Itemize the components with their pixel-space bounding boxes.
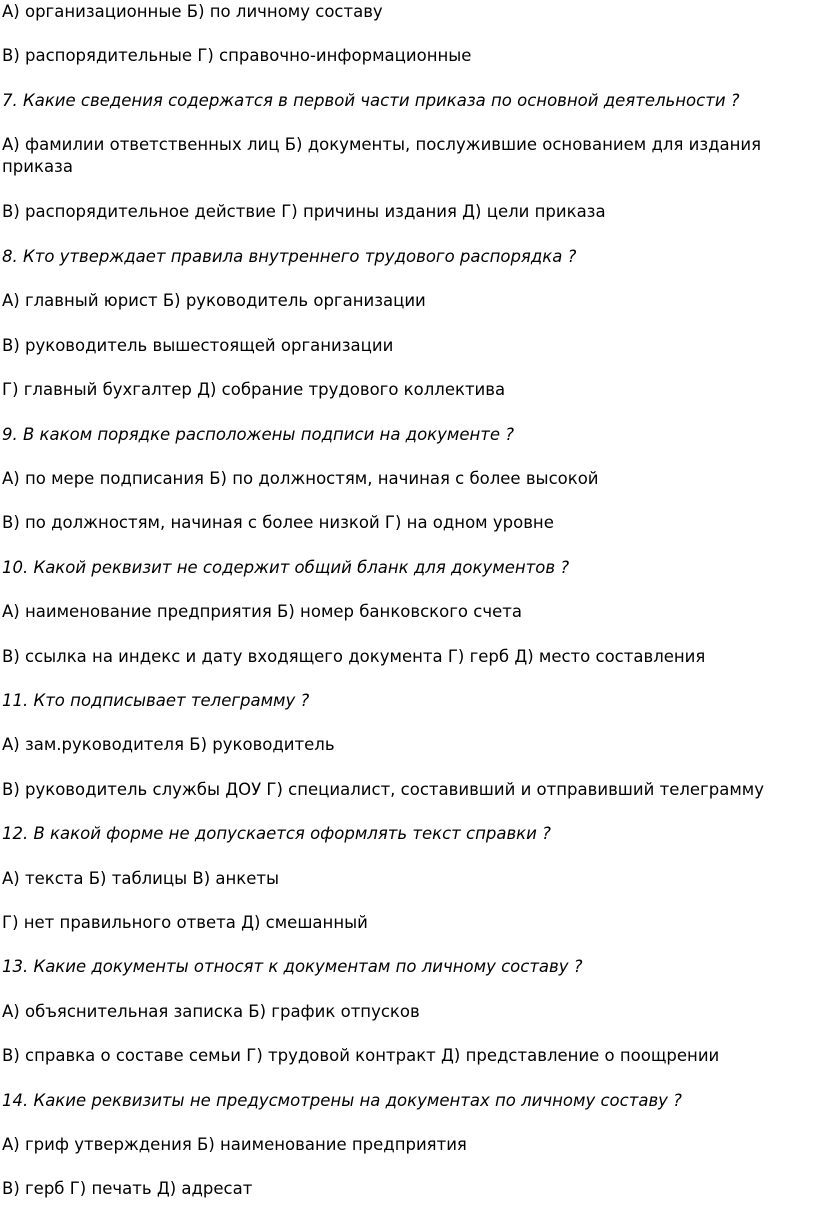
answer-line: В) руководитель службы ДОУ Г) специалист, составивший и отправивший телеграмму (2, 780, 764, 799)
answer-line: В) ссылка на индекс и дату входящего документа Г) герб Д) место составления (2, 647, 706, 666)
answer-line: А) организационные Б) по личному составу (2, 2, 383, 21)
answer-line: Г) нет правильного ответа Д) смешанный (2, 913, 368, 932)
answer-line: Г) главный бухгалтер Д) собрание трудового коллектива (2, 380, 506, 399)
question-line: 13. Какие документы относят к документам по личному составу ? (2, 957, 583, 976)
answer-line: В) руководитель вышестоящей организации (2, 336, 394, 355)
answer-line: А) зам.руководителя Б) руководитель (2, 735, 335, 754)
question-line: 12. В какой форме не допускается оформлять текст справки ? (2, 824, 551, 843)
question-line: 11. Кто подписывает телеграмму ? (2, 691, 310, 710)
answer-line: В) распорядительное действие Г) причины издания Д) цели приказа (2, 202, 606, 221)
answer-line: А) объяснительная записка Б) график отпусков (2, 1002, 420, 1021)
answer-line: В) распорядительные Г) справочно-информационные (2, 46, 472, 65)
answer-line: В) справка о составе семьи Г) трудовой контракт Д) представление о поощрении (2, 1046, 720, 1065)
answer-line: А) фамилии ответственных лиц Б) документы, послужившие основанием для издания приказа (2, 135, 762, 176)
answer-line: А) по мере подписания Б) по должностям, начиная с более высокой (2, 469, 599, 488)
question-line: 8. Кто утверждает правила внутреннего трудового распорядка ? (2, 247, 577, 266)
answer-line: А) гриф утверждения Б) наименование предприятия (2, 1135, 467, 1154)
answer-line: В) по должностям, начиная с более низкой Г) на одном уровне (2, 513, 554, 532)
question-line: 9. В каком порядке расположены подписи на документе ? (2, 425, 515, 444)
question-line: 14. Какие реквизиты не предусмотрены на документах по личному составу ? (2, 1091, 682, 1110)
answer-line: А) главный юрист Б) руководитель организации (2, 291, 426, 310)
question-line: 7. Какие сведения содержатся в первой части приказа по основной деятельности ? (2, 91, 740, 110)
answer-line: А) текста Б) таблицы В) анкеты (2, 869, 280, 888)
answer-line: А) наименование предприятия Б) номер банковского счета (2, 602, 522, 621)
answer-line: В) герб Г) печать Д) адресат (2, 1179, 253, 1198)
question-line: 10. Какой реквизит не содержит общий бланк для документов ? (2, 558, 570, 577)
